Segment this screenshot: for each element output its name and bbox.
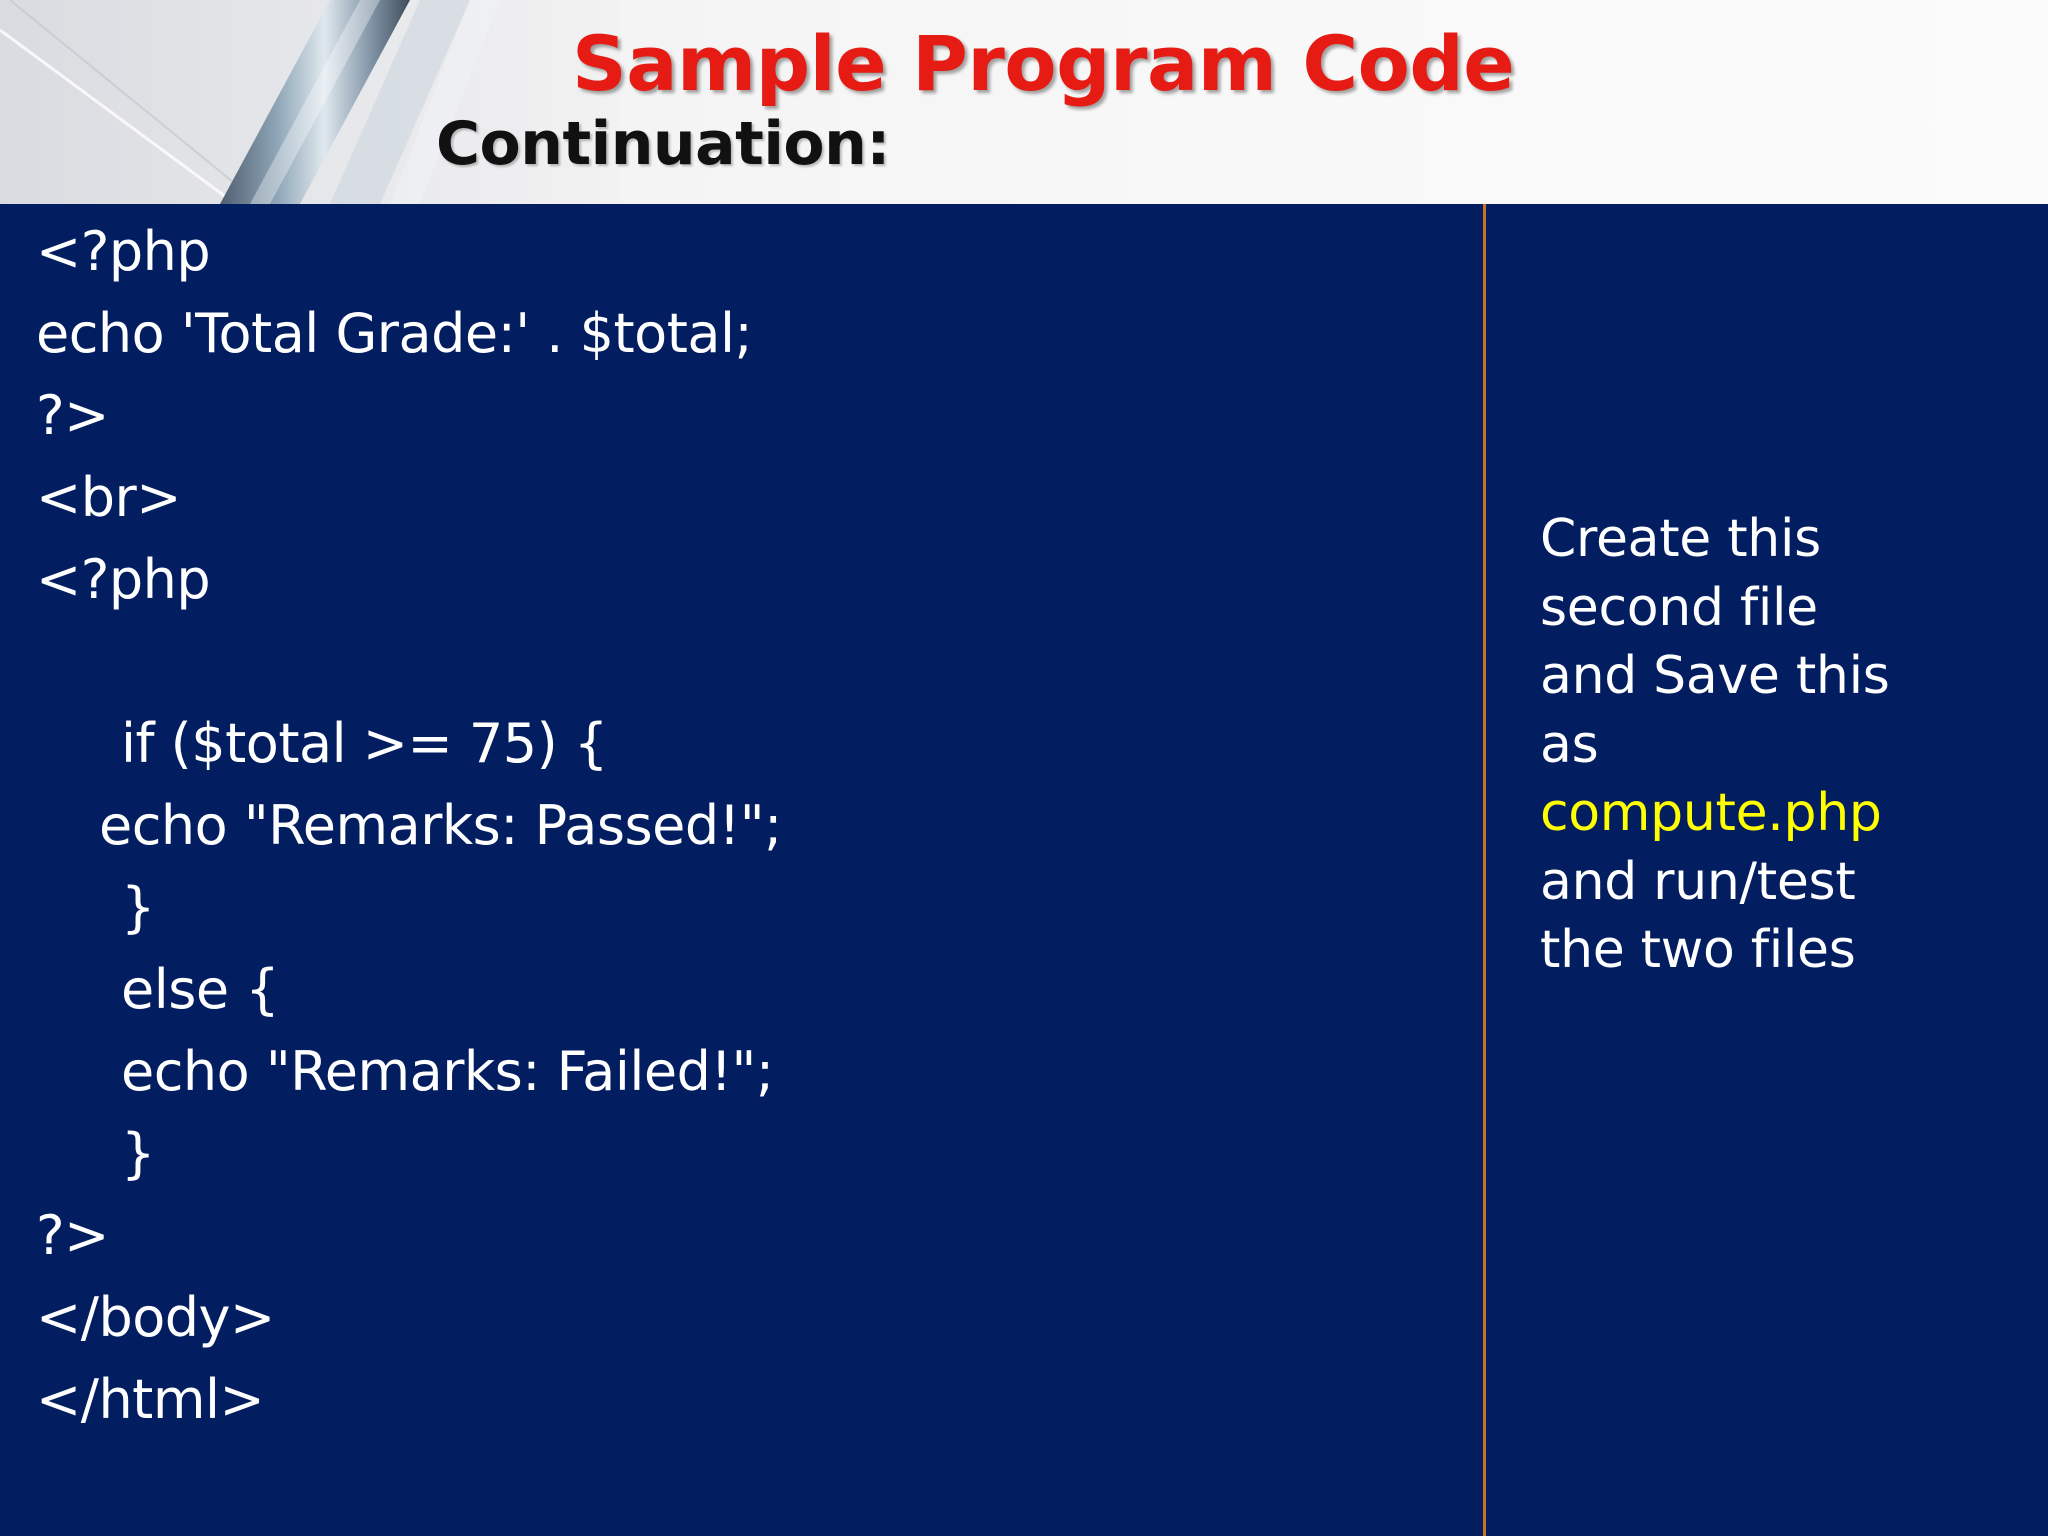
instruction-note	[1540, 505, 2020, 985]
note-line: second file	[1540, 577, 1818, 638]
code-line: echo "Remarks: Failed!";	[121, 1040, 774, 1103]
code-line: echo 'Total Grade:' . $total;	[36, 302, 753, 365]
filename-highlight: compute.php	[1540, 783, 1882, 843]
note-line: and run/test	[1540, 851, 1856, 912]
code-line: </html>	[36, 1368, 265, 1431]
code-line-blank	[36, 621, 1456, 703]
code-line: <br>	[36, 466, 181, 529]
code-line: </body>	[36, 1286, 275, 1349]
code-listing	[36, 211, 1456, 1441]
note-line: Create this	[1540, 509, 1821, 569]
code-line: ?>	[36, 384, 109, 447]
slide-title: Sample Program Code	[572, 19, 1515, 108]
code-line: <?php	[36, 548, 211, 611]
code-line: else {	[121, 958, 280, 1021]
code-line: <?php	[36, 220, 211, 283]
code-line: ?>	[36, 1204, 109, 1267]
code-line: }	[121, 1122, 155, 1185]
note-line: the two files	[1540, 920, 1856, 980]
note-line: and Save this	[1540, 646, 1890, 706]
column-divider	[1483, 204, 1486, 1536]
slide-header	[0, 0, 2048, 204]
code-line: }	[121, 876, 155, 939]
note-line: as	[1540, 714, 1599, 775]
slide-subtitle: Continuation:	[436, 109, 890, 179]
code-line: echo "Remarks: Passed!";	[99, 794, 782, 857]
code-line: if ($total >= 75) {	[121, 712, 608, 775]
